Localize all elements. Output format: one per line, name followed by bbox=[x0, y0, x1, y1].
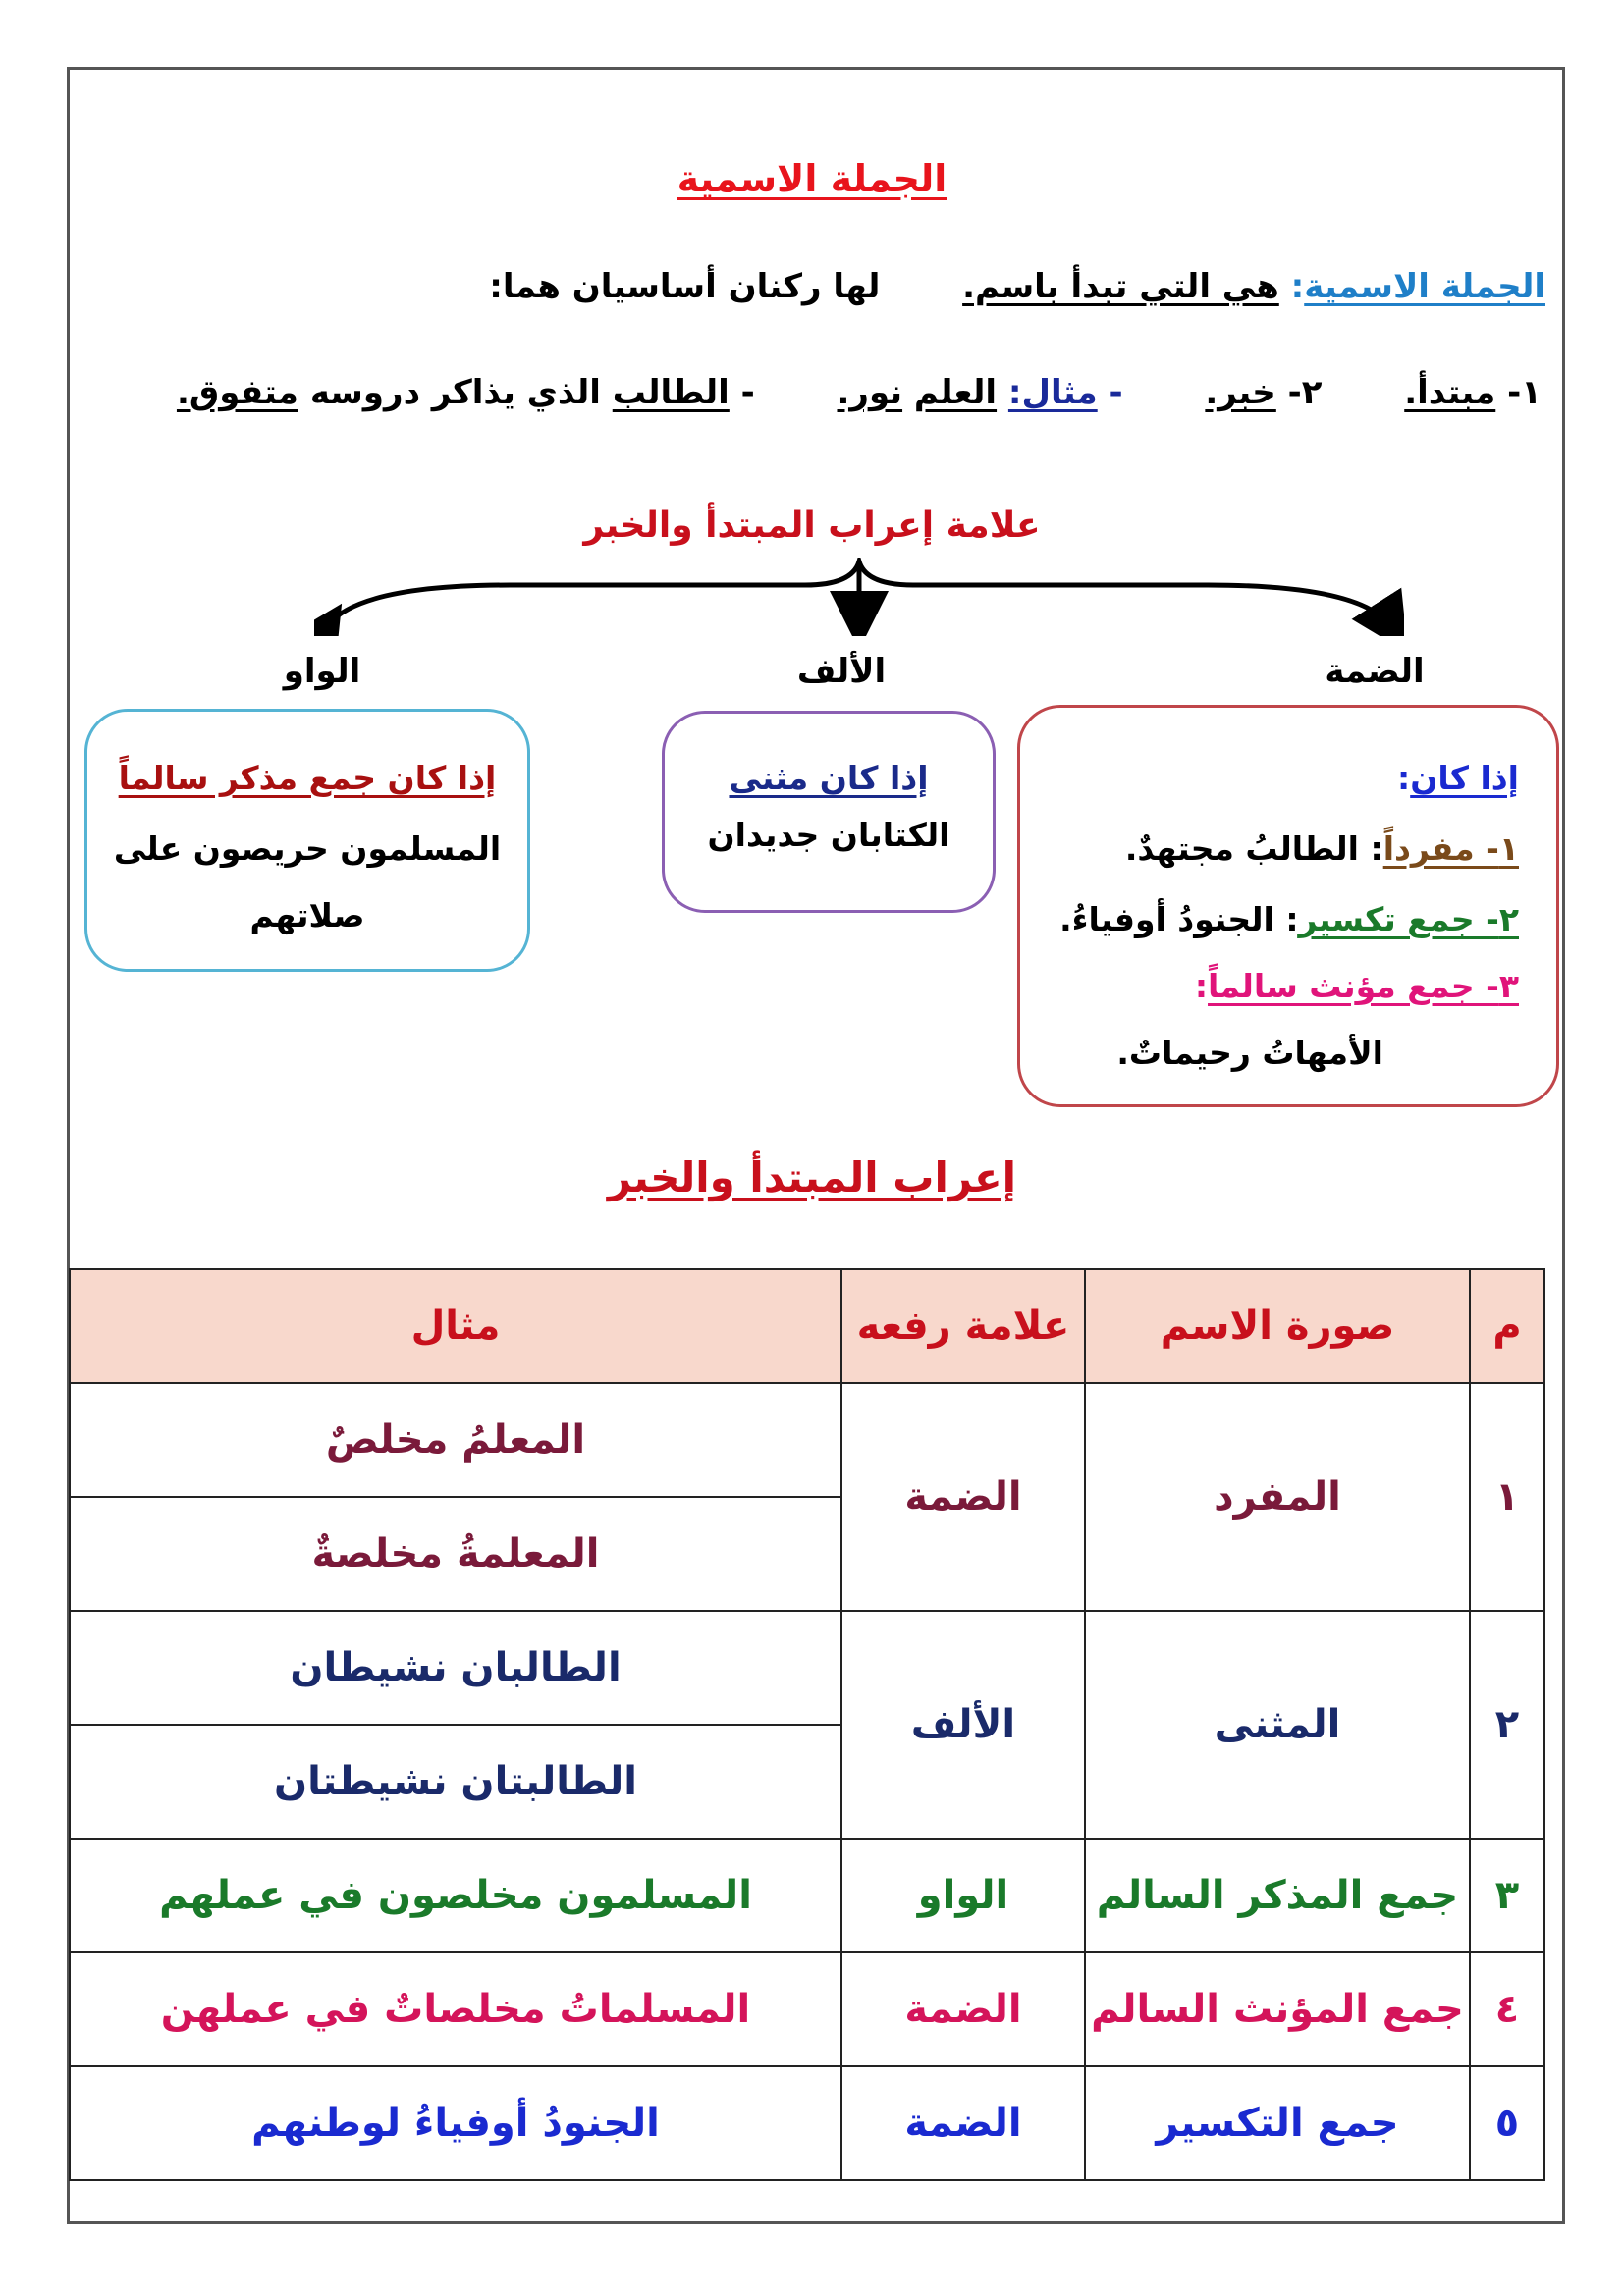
branch-damma: الضمة bbox=[1325, 652, 1425, 691]
pillar-2: خبر. bbox=[1205, 373, 1276, 412]
damma-box bbox=[1017, 705, 1559, 1107]
pillar-1: مبتدأ. bbox=[1404, 373, 1496, 412]
brace-arrows-icon bbox=[314, 558, 1404, 636]
table-row bbox=[70, 2066, 1544, 2180]
damma-item-3-example: الأمهاتُ رحيماتٌ. bbox=[1116, 1034, 1383, 1072]
damma-item-3-label: ٣- جمع مؤنث سالماً bbox=[1208, 967, 1519, 1005]
row-example: الطالبان نشيطان bbox=[70, 1611, 841, 1725]
row-sign: الضمة bbox=[841, 2066, 1085, 2180]
row-form: جمع المذكر السالم bbox=[1085, 1839, 1470, 1952]
row-sign: الواو bbox=[841, 1839, 1085, 1952]
diagram-title: علامة إعراب المبتدأ والخبر bbox=[583, 506, 1041, 546]
definition-text: هي التي تبدأ باسم. bbox=[962, 267, 1279, 306]
example-2-predicate: متفوق. bbox=[176, 373, 298, 412]
i3rab-table bbox=[69, 1268, 1545, 2181]
branch-waw: الواو bbox=[283, 652, 361, 691]
damma-item-3 bbox=[1195, 967, 1519, 1005]
row-example: المسلمون مخلصون في عملهم bbox=[70, 1839, 841, 1952]
example-dash: - bbox=[1109, 373, 1123, 412]
table-header-row bbox=[70, 1269, 1544, 1383]
example-1-subject: العلم bbox=[913, 373, 998, 412]
alif-example: الكتابان جديدان bbox=[707, 816, 950, 854]
waw-box bbox=[84, 709, 530, 972]
example-2-subject: الطالب bbox=[612, 373, 730, 412]
example-label: مثال: bbox=[1007, 373, 1098, 412]
definition-line bbox=[489, 267, 1545, 306]
damma-heading-text: إذا كان bbox=[1410, 759, 1519, 797]
row-form: المثنى bbox=[1085, 1611, 1470, 1839]
alif-box bbox=[662, 711, 996, 913]
waw-heading: إذا كان جمع مذكر سالماً bbox=[118, 759, 497, 797]
header-num: م bbox=[1470, 1269, 1544, 1383]
row-form: جمع التكسير bbox=[1085, 2066, 1470, 2180]
damma-item-1-text: : الطالبُ مجتهدٌ. bbox=[1124, 829, 1383, 868]
row-num: ٢ bbox=[1470, 1611, 1544, 1839]
table-row bbox=[70, 1383, 1544, 1497]
branch-alif: الألف bbox=[796, 652, 887, 691]
row-form: المفرد bbox=[1085, 1383, 1470, 1611]
row-example: المسلماتُ مخلصاتٌ في عملهن bbox=[70, 1952, 841, 2066]
row-form: جمع المؤنث السالم bbox=[1085, 1952, 1470, 2066]
damma-item-2-label: ٢- جمع تكسير bbox=[1298, 900, 1519, 938]
row-num: ٤ bbox=[1470, 1952, 1544, 2066]
section-title: إعراب المبتدأ والخبر bbox=[607, 1153, 1017, 1201]
pillars-line bbox=[177, 373, 1542, 412]
example-1-predicate: نور. bbox=[837, 373, 903, 412]
waw-example-line-2: صلاتهم bbox=[249, 896, 365, 934]
damma-item-1-label: ١- مفرداً bbox=[1382, 829, 1519, 868]
header-sign: علامة رفعه bbox=[841, 1269, 1085, 1383]
damma-heading-colon: : bbox=[1397, 759, 1411, 797]
pillars-intro: لها ركنان أساسيان هما: bbox=[489, 267, 881, 306]
row-example: المعلمةُ مخلصةٌ bbox=[70, 1497, 841, 1611]
row-sign: الألف bbox=[841, 1611, 1085, 1839]
row-sign: الضمة bbox=[841, 1952, 1085, 2066]
table-row bbox=[70, 1839, 1544, 1952]
example-2-dash: - bbox=[740, 373, 755, 412]
alif-heading: إذا كان مثنى bbox=[729, 759, 929, 797]
row-sign: الضمة bbox=[841, 1383, 1085, 1611]
row-example: الطالبتان نشيطتان bbox=[70, 1725, 841, 1839]
row-example: المعلمُ مخلصٌ bbox=[70, 1383, 841, 1497]
row-num: ٣ bbox=[1470, 1839, 1544, 1952]
pillar-2-number: ٢- bbox=[1287, 373, 1323, 412]
row-example: الجنودُ أوفياءُ لوطنهم bbox=[70, 2066, 841, 2180]
example-2-middle: الذي يذاكر دروسه bbox=[309, 373, 601, 412]
damma-item-1 bbox=[1125, 829, 1519, 868]
damma-item-3-colon: : bbox=[1194, 967, 1209, 1005]
waw-example-line-1: المسلمون حريصون على bbox=[113, 829, 502, 868]
row-num: ٥ bbox=[1470, 2066, 1544, 2180]
damma-heading bbox=[1397, 759, 1519, 797]
header-form: صورة الاسم bbox=[1085, 1269, 1470, 1383]
definition-colon: : bbox=[1290, 267, 1305, 306]
table-row bbox=[70, 1952, 1544, 2066]
damma-item-2 bbox=[1059, 900, 1519, 938]
table-row bbox=[70, 1611, 1544, 1725]
row-num: ١ bbox=[1470, 1383, 1544, 1611]
damma-item-2-text: : الجنودُ أوفياءُ. bbox=[1059, 900, 1299, 938]
page-title: الجملة الاسمية bbox=[677, 157, 947, 200]
definition-term: الجملة الاسمية bbox=[1304, 267, 1545, 306]
header-example: مثال bbox=[70, 1269, 841, 1383]
pillar-1-number: ١- bbox=[1507, 373, 1542, 412]
